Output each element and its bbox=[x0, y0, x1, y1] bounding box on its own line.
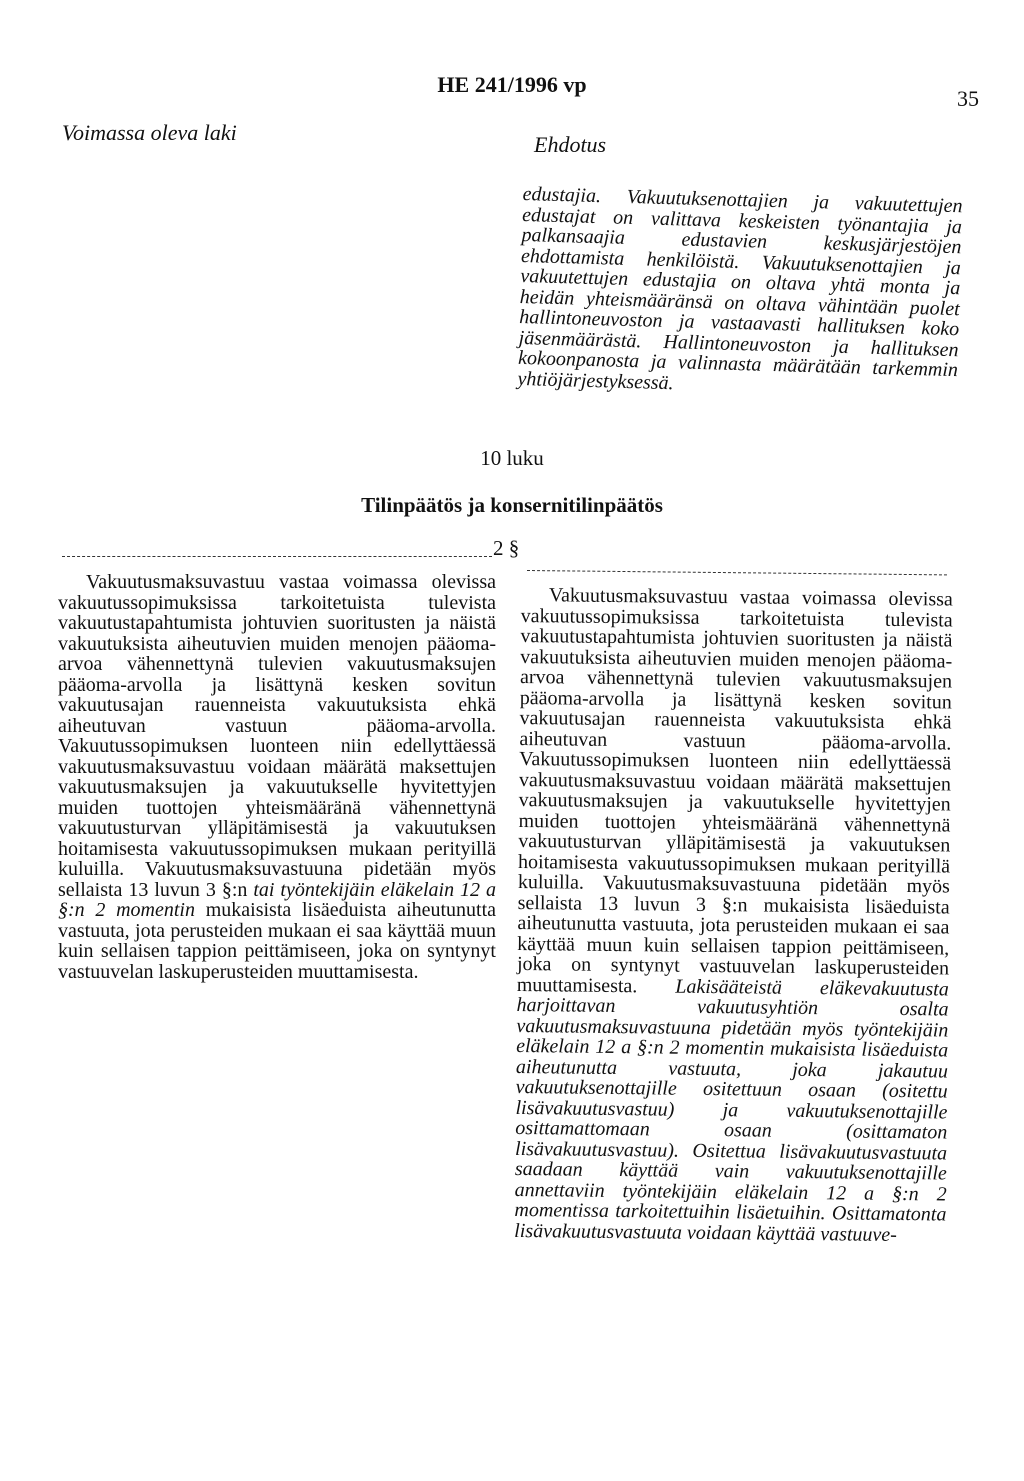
right-top-paragraph: edustajia. Vakuutuksenottajien ja vakuutettujen edustajat on valittava keskeisten työnantajia ja palkansaajia edustavien keskusjärjestöjen ehdottamista henkilöistä. Vakuutuksenottajien ja vakuutettujen edustajia on oltava yhtä monta ja heidän yhteismääränsä on oltava vähintään puolet hallintoneuvoston ja vastaavasti hallituksen koko jäsenmäärästä. Hallintoneuvoston ja hallituksen kokoonpanosta ja valinnasta määrätään tarkemmin yhtiöjärjestyksessä. bbox=[517, 183, 963, 394]
right-body-text-1: Vakuutusmaksuvastuu vastaa voimassa olevissa vakuutussopimuksissa tarkoitetuista tulevista vakuutustapahtumista johtuvien suoritusten ja näistä vakuutuksista aiheutuvien muiden menojen pääoma-arvoa vähennettynä tulevien vakuutusmaksujen pääoma-arvolla ja lisättynä kesken sovitun vakuutusajan rauenneista vakuutuksista ehkä aiheutuvan vastuun pääoma-arvolla. Vakuutussopimuksen luonteen niin edellyttäessä vakuutusmaksuvastuu voidaan määrätä maksettujen vakuutusmaksujen ja vakuutukselle hyvitettyjen muiden tuottojen yhteismääränä vähennettynä vakuutusturvan ylläpitämisestä ja vakuutuksen hoitamisesta vakuutussopimuksen mukaan perityillä kuluilla. Vakuutusmaksuvastuuna pidetään myös sellaista 13 luvun 3 §:n mukaisista lisäeduista aiheutunutta vastuuta, jota perusteiden mukaan ei saa käyttää muun kuin sellaisen tappion peittämiseen, joka on syntynyt vastuuvelan laskuperusteiden muuttamisesta. bbox=[516, 584, 953, 998]
section-mark: 2 § bbox=[493, 536, 520, 560]
left-column-title: Voimassa oleva laki bbox=[62, 120, 237, 145]
right-column-title: Ehdotus bbox=[534, 132, 607, 157]
left-body-text-1: Vakuutusmaksuvastuu vastaa voimassa olevissa vakuutussopimuksissa tarkoitetuista tulevista vakuutustapahtumista johtuvien suoritusten ja näistä vakuutuksista aiheutuvien muiden menojen pääoma-arvoa vähennettynä tulevien vakuutusmaksujen pääoma-arvolla ja lisättynä kesken sovitun vakuutusajan rauenneista vakuutuksista ehkä aiheutuvan vastuun pääoma-arvolla. Vakuutussopimuksen luonteen niin edellyttäessä vakuutusmaksuvastuu voidaan määrätä maksettujen vakuutusmaksujen ja vakuutukselle hyvitettyjen muiden tuottojen yhteismääränä vähennettynä vakuutusturvan ylläpitämisestä ja vakuutuksen hoitamisesta vakuutussopimuksen mukaan perityillä kuluilla. Vakuutusmaksuvastuuna pidetään myös sellaista 13 luvun 3 §:n bbox=[58, 571, 496, 901]
chapter-title: Tilinpäätös ja konsernitilinpäätös bbox=[361, 493, 663, 517]
chapter-number: 10 luku bbox=[480, 446, 544, 470]
left-body-italic: tai työntekijäin eläkelain 12 a §:n 2 momentin bbox=[58, 878, 497, 921]
page-number: 35 bbox=[957, 86, 979, 111]
left-separator bbox=[62, 556, 492, 557]
left-body-paragraph bbox=[58, 572, 496, 982]
document-id: HE 241/1996 vp bbox=[437, 72, 587, 97]
right-body-italic: Lakisääteistä eläkevakuutusta harjoittavan vakuutusyhtiön osalta vakuutusmaksuvastuuna pidetään myös työntekijäin eläkelain 12 a §:n 2 momentin mukaisista lisäeduista aiheutunutta vastuuta, joka jakautuu vakuutuksenottajille ositettuun osaan (ositettu lisävakuutusvastuu) ja vakuutuksenottajille osittamattomaan osaan (osittamaton lisävakuutusvastuu). Ositettua lisävakuutusvastuuta saadaan käyttää vain vakuutuksenottajille annettaviin työntekijäin eläkelain 12 a §:n 2 momentissa tarkoitettuihin lisäetuihin. Osittamatonta lisävakuutusvastuuta voidaan käyttää vastuuve- bbox=[514, 975, 949, 1246]
left-body-text-2: mukaisista lisäeduista aiheutunutta vastuuta, jota perusteiden mukaan ei saa käyttää muun kuin sellaisen tappion peittämiseen, joka on syntynyt vastuuvelan laskuperusteiden muuttamisesta. bbox=[58, 899, 497, 983]
right-separator bbox=[527, 570, 947, 575]
right-body-paragraph bbox=[514, 585, 953, 1245]
